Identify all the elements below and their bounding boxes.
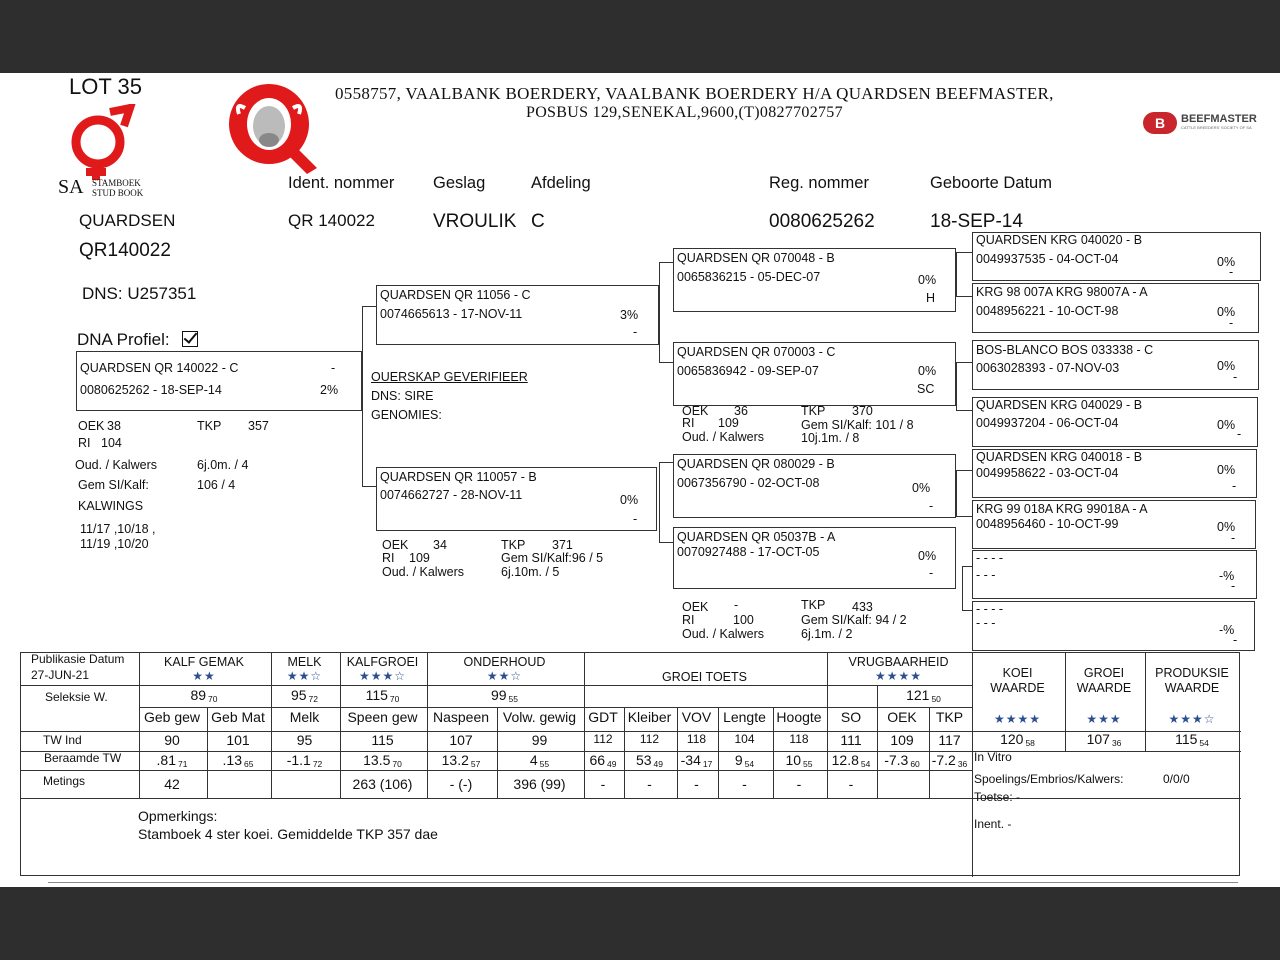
tw-ind-value: 117: [938, 732, 961, 748]
self-gem: 106 / 4: [197, 478, 236, 492]
sel-kalf-gemak: 89 $_{70}$: [190, 687, 218, 704]
publication-date: 27-JUN-21: [31, 668, 90, 682]
column-header: OEK: [887, 709, 917, 725]
dam-reg: 0074662727 - 28-NOV-11: [380, 488, 523, 502]
kalwings-line-1: 11/17 ,10/18 ,: [80, 522, 156, 536]
ggp-pct: 0%: [1217, 359, 1236, 373]
great-grandparent-box-7: [972, 550, 1257, 599]
group-groei-toets: GROEI TOETS: [662, 670, 747, 684]
self-box: [76, 351, 362, 411]
ggp-reg: 0048956460 - 10-OCT-99: [976, 517, 1119, 531]
dam-ri-label: RI: [382, 551, 395, 565]
group-melk: MELK: [287, 655, 322, 669]
self-oud-label: Oud. / Kalwers: [75, 458, 157, 472]
ggp-dash: -: [1232, 479, 1237, 493]
tw-ind-value: 107: [449, 732, 473, 748]
remarks-text: Stamboek 4 ster koei. Gemiddelde TKP 357 dae: [138, 826, 438, 842]
gp-name: QUARDSEN QR 05037B - A: [677, 530, 836, 544]
gp-name: QUARDSEN QR 070048 - B: [677, 251, 835, 265]
beraamde-tw-value: 9 $_{54}$: [734, 752, 755, 769]
connector: [362, 306, 363, 486]
gp-name: QUARDSEN QR 080029 - B: [677, 457, 835, 471]
gp2-tkp: 370: [852, 404, 873, 418]
gp-reg: 0070927488 - 17-OCT-05: [677, 545, 820, 559]
self-dash: -: [331, 361, 336, 375]
self-oek: 38: [107, 419, 121, 433]
connector: [956, 362, 957, 410]
beraamde-tw-value: 66 $_{49}$: [589, 752, 617, 769]
gp4-ri-label: RI: [682, 613, 695, 627]
great-grandparent-box-5: [972, 449, 1257, 498]
toetse-label: Toetse: -: [974, 790, 1021, 804]
gp-reg: 0067356790 - 02-OCT-08: [677, 476, 820, 490]
kalf-gemak-stars-icon: ★★: [192, 669, 216, 683]
beraamde-tw-value: -1.1 $_{72}$: [286, 752, 323, 769]
ggp-pct: -%: [1219, 623, 1235, 637]
afdeling-value: C: [531, 211, 545, 232]
gp-pct: 0%: [918, 549, 937, 563]
gp4-tkp-label: TKP: [801, 598, 826, 612]
connector: [659, 542, 673, 543]
metings-label: Metings: [43, 774, 86, 788]
connector: [956, 410, 972, 411]
great-grandparent-box-4: [972, 397, 1258, 447]
beraamde-tw-value: 12.8 $_{54}$: [831, 752, 871, 769]
self-tkp-label: TKP: [197, 419, 222, 433]
herd-name: QUARDSEN: [79, 211, 176, 230]
spoelings-label: Spoelings/Embrios/Kalwers:: [974, 772, 1124, 786]
dam-tkp-label: TKP: [501, 538, 526, 552]
metings-value: 396 (99): [513, 776, 566, 792]
dam-oek-label: OEK: [382, 538, 409, 552]
metings-value: -: [600, 776, 606, 792]
top-dark-band: [0, 0, 1280, 73]
grandparent-box-4: [673, 527, 956, 589]
metings-value: -: [848, 776, 854, 792]
gp2-tkp-label: TKP: [801, 404, 826, 418]
sa-logo-sub1: STAMBOEK: [92, 178, 141, 188]
connector: [962, 566, 963, 610]
koei-waarde-2: WAARDE: [990, 681, 1045, 695]
reg-label: Reg. nommer: [769, 174, 869, 192]
connector: [962, 610, 972, 611]
gp4-ri: 100: [733, 613, 754, 627]
dam-dash: -: [633, 512, 638, 526]
owner-line-2: POSBUS 129,SENEKAL,9600,(T)0827702757: [526, 104, 843, 121]
parentage-dns: DNS: SIRE: [371, 389, 434, 403]
gp4-oek-label: OEK: [682, 600, 709, 614]
metings-value: -: [647, 776, 652, 792]
metings-value: -: [694, 776, 699, 792]
ggp-dash: -: [1233, 370, 1238, 384]
great-grandparent-box-6: [972, 500, 1256, 549]
tw-ind-value: 99: [531, 732, 548, 748]
column-header: VOV: [681, 709, 712, 725]
ggp-reg: 0049937535 - 04-OCT-04: [976, 252, 1119, 266]
ggp-pct: -%: [1219, 569, 1235, 583]
connector: [956, 516, 972, 517]
sire-box: [376, 285, 659, 345]
produksie-stars-icon: ★★★☆: [1168, 712, 1216, 726]
in-vitro-label: In Vitro: [974, 750, 1012, 764]
produksie-waarde-value: 115 $_{54}$: [1175, 731, 1209, 748]
dna-profile-label: DNA Profiel:: [77, 330, 170, 349]
dam-box: [376, 467, 657, 531]
dna-profile: [77, 330, 198, 350]
column-header: Naspeen: [432, 709, 490, 725]
beefmaster-logo-sub: CATTLE BREEDERS' SOCIETY OF SA: [1181, 125, 1252, 130]
ggp-reg: - - -: [976, 616, 996, 630]
connector: [362, 486, 376, 487]
connector: [956, 252, 972, 253]
koei-stars-icon: ★★★★: [993, 712, 1042, 726]
tw-ind-value: 111: [840, 732, 862, 748]
beraamde-tw-label: Beraamde TW: [44, 751, 122, 765]
beraamde-tw-value: 4 $_{55}$: [529, 752, 550, 769]
self-tkp: 357: [248, 419, 269, 433]
beefmaster-b-icon: B: [1143, 112, 1177, 134]
dam-tkp: 371: [552, 538, 573, 552]
ggp-dash: -: [1237, 427, 1242, 441]
column-header: Geb Mat: [211, 709, 265, 725]
tw-ind-value: 95: [296, 732, 313, 748]
genomies-label: GENOMIES:: [371, 408, 442, 422]
self-pct: 2%: [320, 383, 339, 397]
gp-status: H: [926, 291, 936, 305]
beraamde-tw-value: -34 $_{17}$: [680, 752, 713, 769]
sel-melk: 95 $_{72}$: [290, 687, 319, 704]
column-header: SO: [840, 709, 862, 725]
ggp-pct: 0%: [1217, 255, 1236, 269]
bottom-dark-band: [0, 887, 1280, 960]
ouerskap-verified: OUERSKAP GEVERIFIEER: [371, 370, 528, 384]
ggp-name: KRG 99 018A KRG 99018A - A: [976, 502, 1148, 516]
self-reg: 0080625262 - 18-SEP-14: [80, 383, 222, 397]
beraamde-tw-value: .13 $_{65}$: [222, 752, 254, 769]
sire-name: QUARDSEN QR 11056 - C: [380, 288, 531, 302]
sa-logo-sub2: STUD BOOK: [92, 188, 144, 198]
gp-pct: 0%: [918, 273, 937, 287]
gp4-tkp: 433: [852, 600, 873, 614]
connector: [659, 462, 660, 542]
beefmaster-logo-text: BEEFMASTER: [1181, 113, 1257, 125]
column-header: TKP: [935, 709, 964, 725]
column-header: Kleiber: [627, 709, 672, 725]
beraamde-tw-value: 13.5 $_{70}$: [363, 752, 402, 769]
ggp-name: QUARDSEN KRG 040020 - B: [976, 233, 1143, 247]
geboorte-value: 18-SEP-14: [930, 211, 1023, 232]
group-vrugbaarheid: VRUGBAARHEID: [848, 655, 949, 669]
sel-kalfgroei: 115 $_{70}$: [365, 687, 400, 704]
beraamde-tw-value: 53 $_{49}$: [635, 752, 664, 769]
gp2-ri-label: RI: [682, 416, 695, 430]
ggp-pct: 0%: [1217, 520, 1236, 534]
ggp-name: - - - -: [976, 602, 1004, 616]
studbook-symbol-icon: [58, 104, 158, 184]
ggp-name: QUARDSEN KRG 040029 - B: [976, 398, 1143, 412]
gp-status: SC: [917, 382, 935, 396]
gp-reg: 0065836215 - 05-DEC-07: [677, 270, 821, 284]
gp2-oek: 36: [734, 404, 748, 418]
selection-label: Seleksie W.: [45, 690, 108, 704]
gp4-oek: -: [734, 598, 739, 612]
connector: [659, 362, 673, 363]
geslag-label: Geslag: [433, 174, 486, 192]
ggp-dash: -: [1229, 316, 1234, 330]
remarks-label: Opmerkings:: [138, 808, 218, 824]
beraamde-tw-value: -7.3 $_{60}$: [884, 752, 920, 769]
groei-waarde-value: 107 $_{36}$: [1086, 731, 1122, 748]
dam-gem: Gem SI/Kalf:96 / 5: [501, 551, 604, 565]
kalwings-label: KALWINGS: [78, 499, 144, 513]
column-header: GDT: [588, 709, 618, 725]
dam-pct: 0%: [620, 493, 639, 507]
footer-rule: [48, 882, 1238, 883]
beraamde-tw-value: .81 $_{71}$: [156, 752, 188, 769]
ggp-name: QUARDSEN KRG 040018 - B: [976, 450, 1143, 464]
self-oek-label: OEK: [78, 419, 105, 433]
ggp-pct: 0%: [1217, 305, 1236, 319]
connector: [956, 362, 972, 363]
beraamde-tw-value: 10 $_{55}$: [785, 752, 813, 769]
dam-oek: 34: [433, 538, 447, 552]
sel-onderhoud: 99 $_{55}$: [490, 687, 519, 704]
gp2-oek-label: OEK: [682, 404, 709, 418]
sel-vrugbaarheid: 121 $_{50}$: [906, 687, 941, 704]
sa-studbook-logo: [58, 104, 158, 200]
group-onderhoud: ONDERHOUD: [463, 655, 546, 669]
animal-name: QR140022: [79, 240, 171, 261]
gp4-gem: Gem SI/Kalf: 94 / 2: [801, 613, 907, 627]
tw-ind-value: 115: [371, 732, 394, 748]
sire-reg: 0074665613 - 17-NOV-11: [380, 307, 523, 321]
connector: [956, 470, 957, 516]
gp4-oud-label: Oud. / Kalwers: [682, 627, 764, 641]
metings-value: - (-): [449, 776, 473, 792]
geslag-value: VROULIK: [433, 211, 517, 232]
ggp-name: - - - -: [976, 551, 1004, 565]
tw-ind-value: 118: [789, 732, 809, 746]
quardsen-bull-logo: [225, 82, 335, 177]
ident-label: Ident. nommer: [288, 174, 395, 192]
column-header: Geb gew: [143, 709, 201, 725]
beefmaster-logo: [1143, 112, 1273, 136]
koei-waarde-value: 120 $_{58}$: [1000, 731, 1035, 748]
great-grandparent-box-8: [972, 601, 1255, 651]
dam-oud: 6j.10m. / 5: [501, 565, 560, 579]
self-oud: 6j.0m. / 4: [197, 458, 249, 472]
metings-value: 263 (106): [352, 776, 413, 792]
ggp-pct: 0%: [1217, 463, 1236, 477]
ident-value: QR 140022: [288, 211, 375, 230]
gp2-oud: 10j.1m. / 8: [801, 431, 860, 445]
group-kalfgroei: KALFGROEI: [346, 655, 419, 669]
kalfgroei-stars-icon: ★★★☆: [358, 669, 407, 683]
sa-logo-text: SA: [58, 176, 84, 198]
great-grandparent-box-1: [972, 232, 1261, 281]
reg-value: 0080625262: [769, 211, 875, 232]
tw-ind-label: TW Ind: [43, 733, 82, 747]
column-header: Speen gew: [347, 709, 418, 725]
dam-ri: 109: [409, 551, 430, 565]
kalwings-line-2: 11/19 ,10/20: [80, 537, 149, 551]
ggp-reg: 0048956221 - 10-OCT-98: [976, 304, 1119, 318]
connector: [659, 462, 673, 463]
tw-ind-value: 112: [593, 732, 613, 746]
tw-ind-value: 109: [890, 732, 914, 748]
grandparent-box-2: [673, 342, 956, 406]
groei-waarde-2: WAARDE: [1076, 681, 1132, 695]
connector: [956, 296, 972, 297]
column-header: Melk: [289, 709, 320, 725]
grandparent-box-3: [673, 454, 956, 518]
ggp-reg: 0049958622 - 03-OCT-04: [976, 466, 1119, 480]
gp-status: -: [929, 566, 934, 580]
connector: [962, 566, 972, 567]
gp-reg: 0065836942 - 09-SEP-07: [677, 364, 819, 378]
ggp-reg: 0063028393 - 07-NOV-03: [976, 361, 1120, 375]
column-header: Volw. gewig: [502, 709, 577, 725]
self-ri-label: RI: [78, 436, 91, 450]
great-grandparent-box-3: [972, 340, 1259, 390]
group-kalf-gemak: KALF GEMAK: [164, 655, 244, 669]
ggp-dash: -: [1233, 633, 1238, 647]
gp-pct: 0%: [918, 364, 937, 378]
ggp-dash: -: [1229, 265, 1234, 279]
self-ri: 104: [101, 436, 122, 450]
column-header: Hoogte: [776, 709, 822, 725]
gp2-oud-label: Oud. / Kalwers: [682, 430, 764, 444]
tw-ind-value: 112: [639, 732, 660, 746]
sire-dash: -: [633, 325, 638, 339]
dam-name: QUARDSEN QR 110057 - B: [380, 470, 537, 484]
connector: [362, 306, 376, 307]
connector: [659, 262, 673, 263]
ggp-reg: - - -: [976, 568, 996, 582]
gp-status: -: [929, 499, 934, 513]
inent-label: Inent. -: [974, 817, 1012, 831]
gp2-ri: 109: [718, 416, 739, 430]
dam-oud-label: Oud. / Kalwers: [382, 565, 464, 579]
self-gem-label: Gem SI/Kalf:: [78, 478, 149, 492]
geboorte-label: Geboorte Datum: [930, 174, 1052, 192]
gp2-gem: Gem SI/Kalf: 101 / 8: [801, 418, 914, 432]
produksie-waarde-2: WAARDE: [1164, 681, 1220, 695]
beraamde-tw-value: -7.2 $_{36}$: [931, 752, 968, 769]
metings-value: 42: [164, 776, 180, 792]
lot-number: LOT 35: [69, 74, 142, 99]
grandparent-box-1: [673, 248, 956, 312]
koei-waarde-1: KOEI: [1002, 666, 1033, 680]
great-grandparent-box-2: [972, 283, 1259, 333]
ggp-name: KRG 98 007A KRG 98007A - A: [976, 285, 1148, 299]
beraamde-tw-value: 13.2 $_{57}$: [441, 752, 481, 769]
ggp-name: BOS-BLANCO BOS 033338 - C: [976, 343, 1154, 357]
ggp-pct: 0%: [1217, 418, 1236, 432]
publication-date-label: Publikasie Datum: [31, 652, 125, 666]
tw-ind-value: 90: [164, 732, 180, 748]
produksie-waarde-1: PRODUKSIE: [1155, 666, 1229, 680]
metings-value: -: [742, 776, 747, 792]
ggp-dash: -: [1231, 579, 1236, 593]
gp-pct: 0%: [912, 481, 931, 495]
ggp-reg: 0049937204 - 06-OCT-04: [976, 416, 1119, 430]
dns-number: DNS: U257351: [82, 284, 197, 303]
self-name: QUARDSEN QR 140022 - C: [80, 361, 239, 375]
connector: [956, 470, 972, 471]
owner-line-1: 0558757, VAALBANK BOERDERY, VAALBANK BOERDERY H/A QUARDSEN BEEFMASTER,: [335, 84, 1054, 103]
vrugbaarheid-stars-icon: ★★★★: [874, 669, 923, 683]
spoelings-value: 0/0/0: [1163, 772, 1190, 786]
checkbox-checked-icon: [182, 331, 198, 347]
gp-name: QUARDSEN QR 070003 - C: [677, 345, 836, 359]
connector: [956, 252, 957, 296]
tw-ind-value: 101: [226, 732, 250, 748]
melk-stars-icon: ★★☆: [286, 669, 323, 683]
afdeling-label: Afdeling: [531, 174, 591, 192]
tw-ind-value: 118: [686, 732, 707, 746]
onderhoud-stars-icon: ★★☆: [486, 669, 523, 683]
groei-stars-icon: ★★★: [1086, 712, 1122, 726]
connector: [659, 262, 660, 362]
column-header: Lengte: [723, 709, 766, 725]
groei-waarde-1: GROEI: [1083, 666, 1125, 680]
tw-ind-value: 104: [734, 732, 755, 746]
ggp-dash: -: [1231, 531, 1236, 545]
sire-pct: 3%: [620, 308, 639, 322]
metings-value: -: [796, 776, 802, 792]
gp4-oud: 6j.1m. / 2: [801, 627, 853, 641]
